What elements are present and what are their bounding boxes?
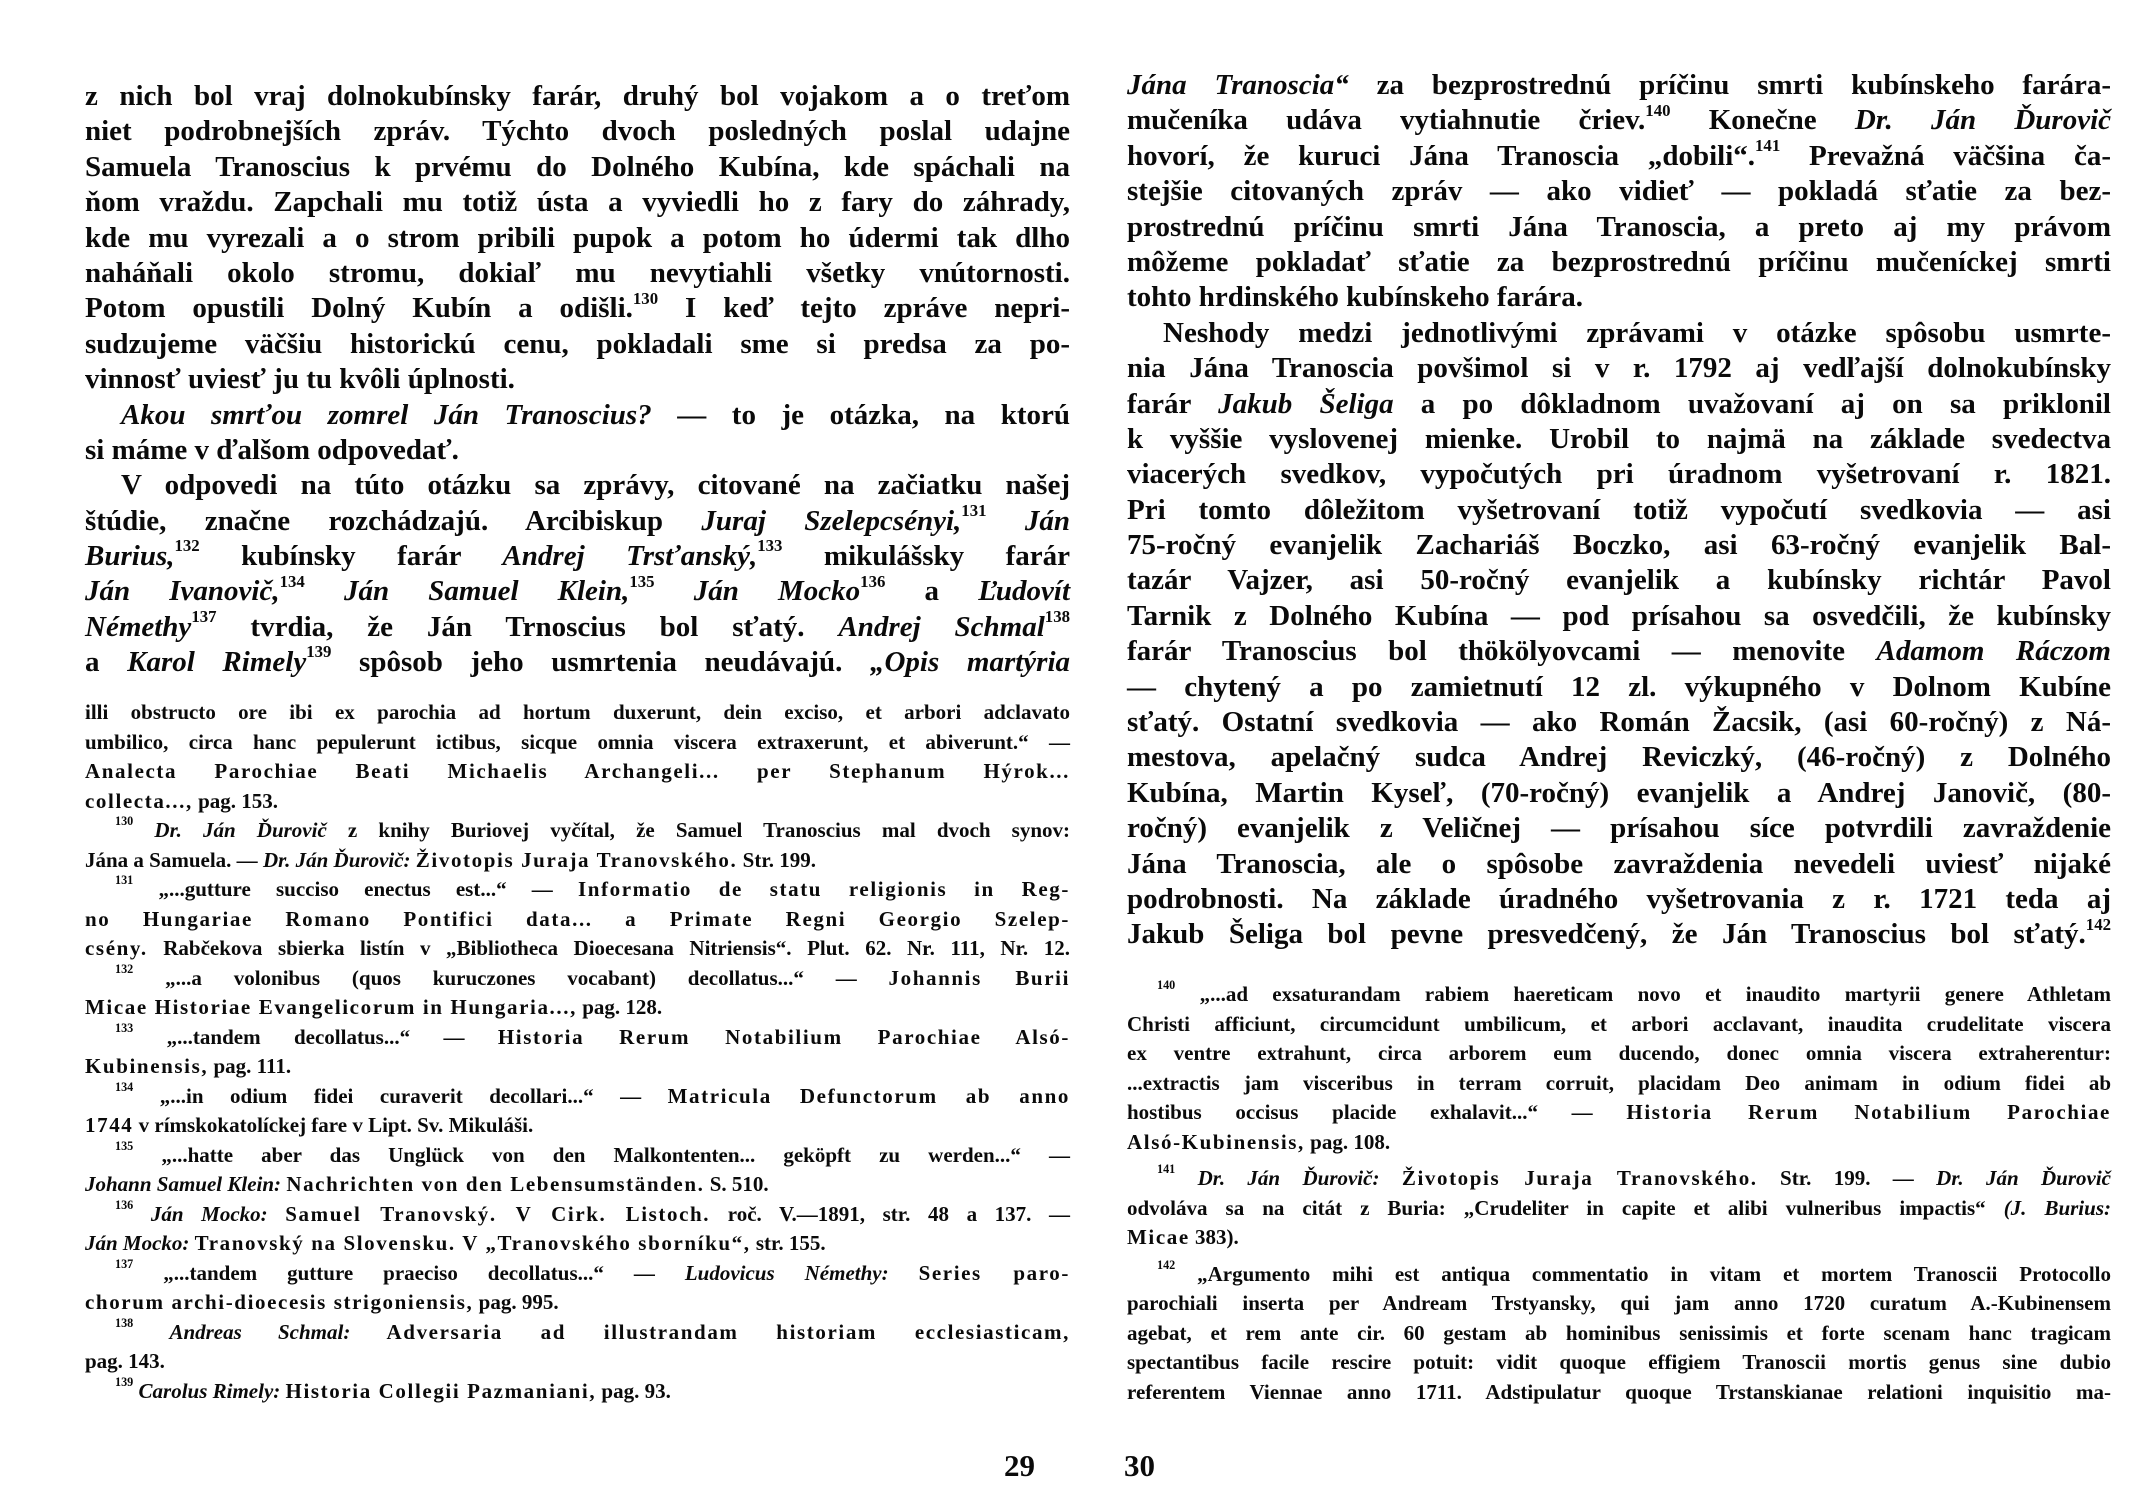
text-run: mestova, apelačný sudca Andrej Reviczký, (46-ročný) z Dolného <box>1127 741 2111 774</box>
italic-text: Ján <box>1024 504 1071 537</box>
italic-text: Ján Mocko: <box>150 1201 268 1226</box>
text-run: „...tandem gutture praeciso decollatus...“ — <box>133 1260 685 1285</box>
text-run: za bezprostrednú príčinu smrti kubínskeho farára- <box>1348 69 2111 101</box>
page-number-left: 29 <box>1004 1448 1035 1483</box>
text-run: a <box>885 575 979 608</box>
footnote-reference: 132 <box>174 536 200 556</box>
text-run: pag. 143. <box>85 1349 165 1373</box>
page-number-right: 30 <box>1124 1448 1155 1483</box>
text-run: si máme v ďalšom odpovedať. <box>85 433 459 466</box>
footnote-reference: 140 <box>1645 100 1671 120</box>
text-line <box>85 787 1070 817</box>
text-line <box>1127 1069 2111 1099</box>
footnote-reference: 141 <box>1157 1162 1176 1177</box>
text-line <box>1127 811 2111 846</box>
text-run: Prevažná väčšina ča- <box>1780 139 2111 172</box>
text-run: mučeníka udáva vytiahnutie čriev. <box>1127 104 1646 137</box>
text-run <box>987 505 1025 537</box>
text-run: „...a volonibus (quos kuruczones vocabant) decollatus...“ — <box>133 965 889 990</box>
text-run: a po dôkladnom uvažovaní aj on sa priklonil <box>1393 387 2111 420</box>
spaced-title-text: collecta..., <box>85 788 193 813</box>
text-run: str. 155. <box>750 1231 826 1255</box>
text-line <box>85 875 1070 905</box>
text-line <box>1127 351 2111 386</box>
text-run: S. 510. <box>704 1172 769 1196</box>
text-run: „...hatte aber das Unglück von den Malkontenten... geköpft zu werden...“ — <box>133 1142 1070 1167</box>
text-run: Neshody medzi jednotlivými zprávami v otázke spôsobu usmrte- <box>1163 316 2111 349</box>
text-line <box>85 536 1070 574</box>
spaced-title-text: Samuel Tranovský. V Cirk. Listoch. <box>285 1201 711 1226</box>
text-run: roč. V.—1891, str. 48 a 137. — <box>710 1201 1071 1226</box>
spaced-title-text: Alsó-Kubinensis, <box>1127 1129 1305 1154</box>
text-line <box>85 1138 1070 1171</box>
text-line <box>85 1197 1071 1230</box>
text-line <box>1127 599 2111 634</box>
spaced-title-text: Tranovský na Slovensku. V „Tranovského sborníku“, <box>194 1231 751 1255</box>
text-line <box>1127 1289 2111 1319</box>
text-run: podrobnosti. Na základe úradného vyšetrovania z r. 1721 teda aj <box>1127 882 2111 915</box>
spaced-title-text: csény. <box>85 936 148 960</box>
italic-text: Dr. Ján Ďurovič: <box>262 847 411 872</box>
text-run: pag. 128. <box>576 995 663 1019</box>
text-run: z nich bol vraj dolnokubínsky farár, druhý bol vojakom a o treťom <box>85 80 1070 112</box>
text-run <box>1175 1166 1197 1190</box>
text-line <box>1127 563 2111 598</box>
text-run <box>655 575 694 607</box>
text-line <box>1127 528 2111 563</box>
footnote-reference: 137 <box>191 607 217 627</box>
footnote-reference: 138 <box>1044 607 1070 627</box>
text-line <box>85 1347 1070 1377</box>
text-run: nia Jána Tranoscia povšimol si v r. 1792 aj vedľajší dolnokubínsky <box>1127 352 2111 385</box>
text-line <box>85 607 1070 645</box>
text-run: tvrdia, že Ján Trnoscius bol sťatý. <box>216 610 839 643</box>
italic-text: Karol Rimely <box>127 646 307 679</box>
footnote-reference: 130 <box>115 814 134 829</box>
text-run: „...in odium fidei curaverit decollari...“ — <box>133 1083 668 1108</box>
spaced-title-text: Micae <box>1127 1225 1190 1249</box>
footnote-reference: 137 <box>115 1256 134 1271</box>
text-run: niet podrobnejších zpráv. Týchto dvoch posledných poslal udajne <box>85 115 1070 148</box>
text-run: ňom vraždu. Zapchali mu totiž ústa a vyviedli ho z fary do záhrady, <box>85 186 1070 219</box>
footnote-reference: 132 <box>115 961 134 976</box>
text-run <box>305 575 344 607</box>
spaced-title-text: Johannis Burii <box>888 965 1071 990</box>
text-line <box>85 1256 1071 1289</box>
italic-text: Ján Mocko <box>693 575 861 608</box>
text-run: Kubína, Martin Kyseľ, (70-ročný) evanjelik a Andrej Janovič, (80- <box>1127 776 2111 809</box>
text-run: Konečne <box>1670 104 1855 137</box>
text-run: mikulášsky farár <box>782 540 1070 573</box>
text-line <box>1127 457 2111 492</box>
text-line <box>1127 100 2112 138</box>
text-run: stejšie citovaných zpráv — ako vidieť — pokladá sťatie za bez- <box>1127 175 2111 208</box>
spaced-title-text: Historia Collegii Pazmaniani, <box>285 1378 597 1403</box>
italic-text: Ľudovít <box>978 575 1071 608</box>
text-run: tazár Vajzer, asi 50-ročný evanjelik a kubínsky richtár Pavol <box>1127 564 2111 597</box>
text-run: sudzujeme väčšiu historickú cenu, pokladali sme si predsa za po- <box>85 327 1070 360</box>
text-line <box>85 1315 1071 1348</box>
text-line <box>85 362 1070 397</box>
italic-text: Juraj Szelepcsényi, <box>701 504 962 537</box>
text-run: prostrednú príčinu smrti Jána Tranoscia, a preto aj my právom <box>1127 210 2111 243</box>
text-run: — to je otázka, na ktorú <box>651 398 1070 431</box>
text-run: pag. 111. <box>208 1054 292 1078</box>
text-run: Jakub Šeliga bol pevne presvedčený, že Ján Tranoscius bol sťatý. <box>1127 918 2086 951</box>
text-run: Potom opustili Dolný Kubín a odišli. <box>85 292 633 325</box>
text-run: a <box>85 646 128 679</box>
italic-text: Dr. Ján Ďurovič <box>1854 104 2112 137</box>
text-line <box>1127 740 2111 775</box>
footnote-reference: 131 <box>961 500 987 520</box>
text-run <box>133 1320 169 1344</box>
spaced-title-text: Series paro- <box>918 1260 1071 1285</box>
text-line <box>85 934 1070 964</box>
text-line <box>1127 1010 2111 1040</box>
spaced-title-text: Micae Historiae Evangelicorum in Hungaria..., <box>85 995 577 1019</box>
text-line <box>85 846 1070 876</box>
text-line <box>85 757 1070 787</box>
text-run: v rímskokatolíckej fare v Lipt. Sv. Mikuláši. <box>133 1113 534 1137</box>
text-line <box>85 1170 1070 1200</box>
text-line <box>1127 68 2111 103</box>
footnote-reference: 133 <box>115 1020 134 1035</box>
text-run: spectantibus facile rescire potuit: vidit quoque effigiem Tranoscii mortis genus sine dubio <box>1127 1350 2111 1374</box>
left-page-footnotes <box>85 698 1070 1406</box>
italic-text: Ludovicus Némethy: <box>684 1260 889 1285</box>
text-run: Jána a Samuela. — <box>85 847 263 872</box>
text-run <box>1379 1166 1401 1190</box>
italic-text: „Opis martýria <box>869 646 1071 679</box>
right-page-footnotes <box>1127 980 2111 1407</box>
text-run <box>268 1202 286 1226</box>
text-run: V odpovedi na túto otázku sa zprávy, citované na začiatku našej <box>121 469 1070 502</box>
text-line <box>1127 1128 2111 1158</box>
text-line <box>1127 705 2111 740</box>
text-line <box>1127 493 2111 528</box>
text-line <box>1127 316 2111 351</box>
spaced-title-text: Adversaria ad illustrandam historiam ecclesiasticam, <box>386 1319 1071 1344</box>
text-run: k vyššie vyslovenej mienke. Urobil to najmä na základe svedectva <box>1127 422 2111 455</box>
text-line <box>85 728 1070 758</box>
text-line <box>85 816 1070 846</box>
text-line <box>85 1229 1070 1259</box>
spaced-title-text: Kubinensis, <box>85 1054 209 1078</box>
text-line <box>1127 847 2111 882</box>
text-run: Str. 199. — <box>1757 1166 1937 1190</box>
italic-text: Akou smrťou zomrel Ján Tranoscius? <box>121 398 652 431</box>
text-line <box>1127 210 2111 245</box>
text-run: sťatý. Ostatní svedkovia — ako Román Žacsik, (asi 60-ročný) z Ná- <box>1127 706 2111 739</box>
text-line <box>85 185 1070 220</box>
text-line <box>1127 1098 2111 1128</box>
text-run: Christi afficiunt, circumcidunt umbilicum, et arbori acclavant, inaudita crudelitate viscera <box>1127 1011 2111 1036</box>
italic-text: Ján Mocko: <box>85 1231 190 1255</box>
spaced-title-text: Informatio de statu religionis in Reg- <box>577 877 1070 901</box>
italic-text: Némethy <box>85 610 192 643</box>
italic-text: Andreas Schmal: <box>169 1319 351 1344</box>
right-page-body-text <box>1127 68 2111 953</box>
text-run: Pri tomto dôležitom vyšetrovaní totiž vypočutí svedkovia — asi <box>1127 493 2111 526</box>
italic-text: Jána Tranoscia“ <box>1127 69 1349 101</box>
italic-text: Andrej Trsťanský, <box>502 540 758 573</box>
text-line <box>85 1052 1070 1082</box>
text-line <box>85 500 1071 539</box>
text-run <box>133 818 154 842</box>
text-line <box>85 1288 1070 1318</box>
text-line <box>1127 1348 2111 1378</box>
text-run: ...extractis jam visceribus in terram corruit, placidam Deo animam in odium fidei ab <box>1127 1070 2111 1095</box>
text-run: 383). <box>1189 1225 1239 1249</box>
text-line <box>1127 980 2111 1010</box>
text-run: 75-ročný evanjelik Zachariáš Boczko, asi 63-ročný evanjelik Bal- <box>1127 529 2111 562</box>
footnote-reference: 142 <box>2085 914 2111 934</box>
italic-text: Ján Samuel Klein, <box>343 575 630 608</box>
text-line <box>85 1079 1071 1112</box>
text-run: „...tandem decollatus...“ — <box>133 1024 498 1049</box>
spaced-title-text: chorum archi-dioecesis strigoniensis, <box>85 1290 474 1314</box>
spaced-title-text: Analecta Parochiae Beati Michaelis Archangeli... per Stephanum Hýrok... <box>85 759 1070 783</box>
spaced-title-text: no Hungariae Romano Pontifici data... a Primate Regni Georgio Szelep- <box>85 906 1070 931</box>
text-line <box>85 327 1070 362</box>
text-line <box>85 905 1070 935</box>
text-run: „...gutture succiso enectus est...“ — <box>133 877 578 901</box>
text-line <box>85 288 1070 326</box>
footnote-reference: 135 <box>629 571 655 591</box>
text-line <box>85 468 1070 503</box>
text-line <box>1127 422 2111 457</box>
text-line <box>85 571 1071 609</box>
text-run: Tarnik z Dolného Kubína — pod prísahou sa osvedčili, že kubínsky <box>1127 599 2111 632</box>
text-line <box>1127 1378 2111 1408</box>
text-run: umbilico, circa hanc pepulerunt ictibus, sicque omnia viscera extraxerunt, et abiverunt.“ — <box>85 729 1070 754</box>
text-run: viacerých svedkov, vypočutých pri úradnom vyšetrovaní r. 1821. <box>1127 458 2111 491</box>
footnote-reference: 136 <box>115 1197 134 1212</box>
spaced-title-text: Historia Rerum Notabilium Parochiae <box>1626 1100 2111 1124</box>
footnote-reference: 134 <box>279 571 305 591</box>
italic-text: (J. Burius: <box>2003 1195 2111 1220</box>
text-line <box>85 398 1070 433</box>
left-page-body-text <box>85 79 1070 681</box>
text-run: môžeme pokladať sťatie za bezprostrednú príčinu mučeníckej smrti <box>1127 245 2111 278</box>
text-line <box>85 114 1070 149</box>
text-run: farár Tranoscius bol thökölyovcami — menovite <box>1127 635 1877 668</box>
text-run: spôsob jeho usmrtenia neudávajú. <box>331 646 870 679</box>
text-run: ex ventre extrahunt, circa arborem eum ducendo, donec omnia viscera extraherentur: <box>1127 1041 2111 1065</box>
text-run: referentem Viennae anno 1711. Adstipulatur quoque Trstanskianae relationi inquisitio ma- <box>1127 1379 2111 1404</box>
text-line <box>1127 387 2111 422</box>
text-run: ročný) evanjelik z Veličnej — prísahou síce potvrdili zavraždenie <box>1127 812 2111 845</box>
text-line <box>85 1111 1070 1141</box>
text-line <box>1127 1319 2111 1349</box>
text-run: naháňali okolo stromu, dokiaľ mu nevytiahli všetky vnútornosti. <box>85 256 1070 289</box>
text-run: Rabčekova sbierka listín v „Bibliotheca Dioecesana Nitriensis“. Plut. 62. Nr. 111, Nr. 12. <box>147 936 1070 960</box>
text-line <box>85 1374 1070 1407</box>
text-line <box>1127 1223 2111 1253</box>
text-run: Samuela Tranoscius k prvému do Dolného Kubína, kde spáchali na <box>85 150 1070 183</box>
text-line <box>1127 882 2111 917</box>
text-line <box>1127 776 2111 811</box>
text-run: z knihy Buriovej vyčítal, že Samuel Tranoscius mal dvoch synov: <box>326 818 1070 842</box>
text-line <box>85 993 1070 1023</box>
footnote-reference: 136 <box>860 571 886 591</box>
text-line <box>1127 1039 2111 1069</box>
text-line <box>1127 135 2111 174</box>
text-run: pag. 93. <box>596 1378 671 1403</box>
text-line <box>1127 634 2111 669</box>
footnote-reference: 141 <box>1755 135 1781 155</box>
text-line <box>1127 1257 2111 1290</box>
text-line <box>1127 1164 2111 1194</box>
text-run: pag. 153. <box>192 788 279 813</box>
italic-text: Dr. Ján Ďurovič: <box>1197 1166 1380 1190</box>
text-run <box>133 1202 151 1226</box>
text-line <box>1127 1194 2111 1224</box>
text-line <box>1127 670 2111 705</box>
footnote-reference: 134 <box>115 1079 134 1094</box>
text-line <box>85 221 1070 256</box>
footnote-reference: 135 <box>115 1138 134 1153</box>
text-run: pag. 108. <box>1304 1129 1391 1154</box>
text-run <box>350 1320 386 1344</box>
text-run: „...ad exsaturandam rabiem haereticam novo et inaudito martyrii genere Athletam <box>1175 982 2111 1006</box>
text-line <box>85 1020 1070 1053</box>
italic-text: Johann Samuel Klein: <box>85 1172 282 1196</box>
text-run: hostibus occisus placide exhalavit...“ — <box>1127 1100 1627 1124</box>
text-run: hovorí, že kuruci Jána Tranoscia „dobili“. <box>1127 139 1756 172</box>
text-run: štúdie, značne rozchádzajú. Arcibiskup <box>85 504 702 537</box>
text-run: Jána Tranoscia, ale o spôsobe zavraždenia nevedeli uviesť nijaké <box>1127 847 2111 880</box>
text-run: — chytený a po zamietnutí 12 zl. výkupného v Dolnom Kubíne <box>1127 670 2111 703</box>
italic-text: Carolus Rimely: <box>138 1378 281 1403</box>
text-run: farár <box>1127 387 1219 420</box>
spaced-title-text: Životopis Juraja Tranovského. <box>1401 1166 1758 1190</box>
text-line <box>1127 280 2111 315</box>
text-line <box>85 698 1070 728</box>
text-run: illi obstructo ore ibi ex parochia ad hortum duxerunt, dein exciso, et arbori adclavato <box>85 700 1070 724</box>
text-run: vinnosť uviesť ju tu kvôli úplnosti. <box>85 363 515 396</box>
footnote-reference: 131 <box>115 873 134 888</box>
text-run: odvoláva sa na citát z Buria: „Crudeliter in capite et alibi vulneribus impactis“ <box>1127 1195 2004 1220</box>
text-run: parochiali inserta per Andream Trstyansky, qui jam anno 1720 curatum A.-Kubinensem <box>1127 1291 2111 1315</box>
text-line <box>85 79 1070 114</box>
text-line <box>1127 174 2111 209</box>
spaced-title-text: Životopis Juraja Tranovského. <box>415 847 738 872</box>
spaced-title-text: Nachrichten von den Lebensumständen. <box>286 1172 705 1196</box>
text-run: I keď tejto zpráve nepri- <box>658 292 1070 325</box>
italic-text: Dr. Ján Ďurovič <box>1936 1166 2111 1190</box>
italic-text: Ján Ivanovič, <box>85 575 280 608</box>
italic-text: Adamom Ráczom <box>1876 635 2111 668</box>
text-line <box>85 150 1070 185</box>
text-line <box>85 642 1071 680</box>
footnote-reference: 139 <box>306 642 332 662</box>
text-line <box>1127 914 2111 952</box>
footnote-reference: 133 <box>757 536 783 556</box>
text-run: agebat, et rem ante cir. 60 gestam ab hominibus senissimis et forte scenam hanc tragicam <box>1127 1320 2111 1345</box>
text-run: kde mu vyrezali a o strom pribili pupok a potom ho údermi tak dlho <box>85 221 1070 254</box>
footnote-reference: 140 <box>1157 978 1176 993</box>
italic-text: Jakub Šeliga <box>1218 387 1394 420</box>
spaced-title-text: Matricula Defunctorum ab anno <box>667 1083 1071 1108</box>
text-run: tohto hrdinského kubínskeho farára. <box>1127 281 1584 314</box>
text-run <box>889 1261 919 1285</box>
footnote-reference: 130 <box>632 288 659 308</box>
footnote-reference: 139 <box>115 1374 134 1389</box>
footnote-reference: 138 <box>115 1315 134 1330</box>
italic-text: Dr. Ján Ďurovič <box>154 818 327 842</box>
text-run: „Argumento mihi est antiqua commentatio in vitam et mortem Tranoscii Protocollo <box>1175 1261 2111 1286</box>
text-line <box>85 961 1071 994</box>
text-line <box>85 433 1070 468</box>
text-line <box>85 256 1070 291</box>
text-run: pag. 995. <box>473 1290 559 1314</box>
italic-text: Andrej Schmal <box>838 610 1045 643</box>
spaced-title-text: Historia Rerum Notabilium Parochiae Alsó- <box>497 1024 1070 1049</box>
text-line <box>1127 245 2111 280</box>
text-run: kubínsky farár <box>199 540 503 573</box>
footnote-reference: 142 <box>1157 1257 1176 1272</box>
spaced-title-text: 1744 <box>85 1113 134 1137</box>
text-run: Str. 199. <box>737 847 816 872</box>
italic-text: Burius, <box>85 540 175 573</box>
